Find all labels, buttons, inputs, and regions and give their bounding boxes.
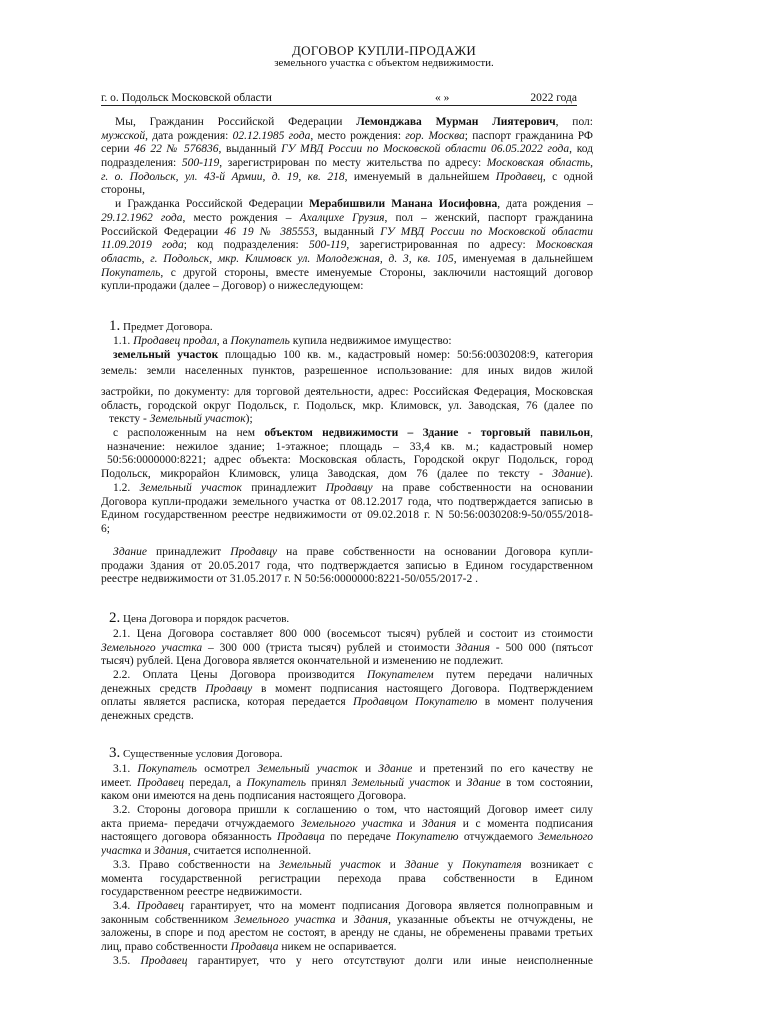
contract-place: г. о. Подольск Московской области — [101, 92, 272, 104]
section-1-clause-1: 1.1. Продавец продал, а Покупатель купила недвижимое имущество: земельный участок площадью 100 кв. м., кадастровый номер: 50:56:0030208:9, категория — [113, 335, 593, 361]
contract-year: 2022 года — [530, 92, 577, 104]
section-1-heading: 1. Предмет Договора. — [109, 318, 213, 334]
document-title: ДОГОВОР КУПЛИ-ПРОДАЖИ — [291, 43, 477, 58]
place-date-line — [101, 91, 577, 106]
section-3-heading: 3. Существенные условия Договора. — [109, 745, 283, 761]
parties-paragraph: Мы, Гражданин Российской Федерации Лемонджава Мурман Лиятерович, пол: мужской, дата рождения: 02.12.1985 года, место рождения: гор. Москва; паспорт гражданина РФ серии 46 22 № 576836, выданный ГУ МВД России по Московской области 06.05.2022 года, код подразделения: 500-119, зарегистрирован по месту жительства по адресу: Московская область, г. о. Подольск, ул. 43-й Армии, д. 19, кв. 218, именуемый в дальнейшем Продавец, с одной стороны, и Гражданка Российской Федерации Мерабишвили Манана Иосифовна, дата рождения – 29.12.1962 года, место рождения – Ахалцихе Грузия, пол – женский, паспорт гражданина Российской Федерации 46 19 № 385553, выданный ГУ МВД России по Московской области 11.09.2019 года; код подразделения: 500-119, зарегистрированная по адресу: Московская область, г. Подольск, мкр. Климовск ул. Молодежная, д. 3, кв. 105, именуемая в дальнейшем Покупатель, с другой стороны, вместе именуемые Стороны, заключили настоящий договор купли-продажи (далее – Договор) о нижеследующем: — [101, 116, 593, 293]
document-page: ДОГОВОР КУПЛИ-ПРОДАЖИ земельного участка с объектом недвижимости. г. о. Подольск Московской области « » 2022 года Мы, Гражданин Российской Федерации Лемонджава Мурман Лиятерович, пол: мужской, дата рождения: 02.12.1985 года, место рождения: гор. Москва; паспорт гражданина РФ серии 46 22 № 576836, выданный ГУ МВД России по Московской области 06.05.2022 года, код подразделения: 500-119, зарегистрирован по месту жительства по адресу: Московская область, г. о. Подольск, ул. 43-й Армии, д. 19, кв. 218, именуемый в дальнейшем Продавец, с одной стороны, и Гражданка Российской Федерации Мерабишвили Манана Иосифовна, дата рождения – 29.12.1962 года, место рождения – Ахалцихе Грузия, пол – женский, паспорт гражданина Российской Федерации 46 19 № 385553, выданный ГУ МВД России по Московской области 11.09.2019 года; код подразделения: 500-119, зарегистрированная по адресу: Московская область, г. Подольск, мкр. Климовск ул. Молодежная, д. 3, кв. 105, именуемая в дальнейшем Покупатель, с другой стороны, вместе именуемые Стороны, заключили настоящий договор купли-продажи (далее – Договор) о нижеследующем: 1. Предмет Договора. 1.1. Продавец продал, а Покупатель купила недвижимое имущество: земельный участок площадью 100 кв. м., кадастровый номер: 50:56:0030208:9, категория земель: земли населенных пунктов, разрешенное использование: для иных видов жилой застройки, по документу: для торговой деятельности, адрес: Российская Федерация, Московская область, городской округ Подольск, г. Подольск, мкр. Климовск, ул. Заводская, 76 (далее по тексту - Земельный участок); с расположенным на нем объектом недвижимости – Здание - торговый павильон, назначение: нежилое здание; 1-этажное; площадь – 33,4 кв. м.; кадастровый номер 50:56:0000000:8221; адрес объекта: Московская область, Городской округ Подольск, город Подольск, микрорайон Климовск, улица Заводская, дом 76 (далее по тексту - Здание). 1.2. Земельный участок принадлежит Продавцу на праве собственности на основании Договора купли-продажи земельного участка от 08.12.2017 года, что подтверждается записью в Едином государственном реестре недвижимости от 09.02.2018 г. N 50:56:0030208:9-50/055/2018- 6; Здание принадлежит Продавцу на праве собственности на основании Договора купли- продажи Здания от 20.05.2017 года, что подтверждается записью в Едином государственном реестре недвижимости от 31.05.2017 г. N 50:56:0000000:8221-50/055/2017-2 . 2. Цена Договора и порядок расчетов. 2.1. Цена Договора составляет 800 000 (восемьсот тысяч) рублей и состоит из стоимости Земельного участка – 300 000 (триста тысяч) рублей и стоимости Здания - 500 000 (пятьсот тысяч) рублей. Цена Договора является окончательной и изменению не подлежит. 2.2. Оплата Цены Договора производится Покупателем путем передачи наличных денежных средств Продавцу в момент подписания настоящего Договора. Подтверждением оплаты является расписка, которая передается Продавцом Покупателю в момент получения денежных средств. 3. Существенные условия Договора. 3.1. Покупатель осмотрел Земельный участок и Здание и претензий по его качеству не имеет. Продавец передал, а Покупатель принял Земельный участок и Здание в том состоянии, каком они имеются на день подписания настоящего Договора. 3.2. Стороны договора пришли к соглашению о том, что настоящий Договор имеет силу акта приема- передачи отчуждаемого Земельного участка и Здания и с момента подписания настоящего договора обязанность Продавца по передаче Покупателю отчуждаемого Земельного участка и Здания, считается исполненной. 3.3. Право собственности на Земельный участок и Здание у Покупателя возникает с момента государственной регистрации перехода права собственности в Едином государственном реестре недвижимости. 3.4. Продавец гарантирует, что на момент подписания Договора является полноправным и законным собственником Земельного участка и Здания, указанные объекты не отчуждены, не заложены, в споре и под арестом не состоят, в аренду не сданы, не обременены правами третьих лиц, право собственности Продавца никем не оспаривается. 3.5. Продавец гарантирует, что у него отсутствуют долги или иные неисполненные — [0, 0, 768, 1024]
section-2-heading: 2. Цена Договора и порядок расчетов. — [109, 610, 290, 626]
document-subtitle: земельного участка с объектом недвижимости. — [274, 57, 494, 69]
section-2-clauses: 2.1. Цена Договора составляет 800 000 (восемьсот тысяч) рублей и состоит из стоимости Земельного участка – 300 000 (триста тысяч) рублей и стоимости Здания - 500 000 (пятьсот тысяч) рублей. Цена Договора является окончательной и изменению не подлежит. 2.2. Оплата Цены Договора производится Покупателем путем передачи наличных денежных средств Продавцу в момент подписания настоящего Договора. Подтверждением оплаты является расписка, которая передается Продавцом Покупателю в момент получения денежных средств. — [101, 628, 593, 723]
section-1-building-ownership: Здание принадлежит Продавцу на праве собственности на основании Договора купли- продажи Здания от 20.05.2017 года, что подтверждается записью в Едином государственном реестре недвижимости от 31.05.2017 г. N 50:56:0000000:8221-50/055/2017-2 . — [101, 546, 593, 586]
contract-date-blank: « » — [435, 92, 450, 104]
section-3-clauses: 3.1. Покупатель осмотрел Земельный участок и Здание и претензий по его качеству не имеет. Продавец передал, а Покупатель принял Земельный участок и Здание в том состоянии, каком они имеются на день подписания настоящего Договора. 3.2. Стороны договора пришли к соглашению о том, что настоящий Договор имеет силу акта приема- передачи отчуждаемого Земельного участка и Здания и с момента подписания настоящего договора обязанность Продавца по передаче Покупателю отчуждаемого Земельного участка и Здания, считается исполненной. 3.3. Право собственности на Земельный участок и Здание у Покупателя возникает с момента государственной регистрации перехода права собственности в Едином государственном реестре недвижимости. 3.4. Продавец гарантирует, что на момент подписания Договора является полноправным и законным собственником Земельного участка и Здания, указанные объекты не отчуждены, не заложены, в споре и под арестом не состоят, в аренду не сданы, не обременены правами третьих лиц, право собственности Продавца никем не оспаривается. 3.5. Продавец гарантирует, что у него отсутствуют долги или иные неисполненные — [101, 763, 593, 967]
